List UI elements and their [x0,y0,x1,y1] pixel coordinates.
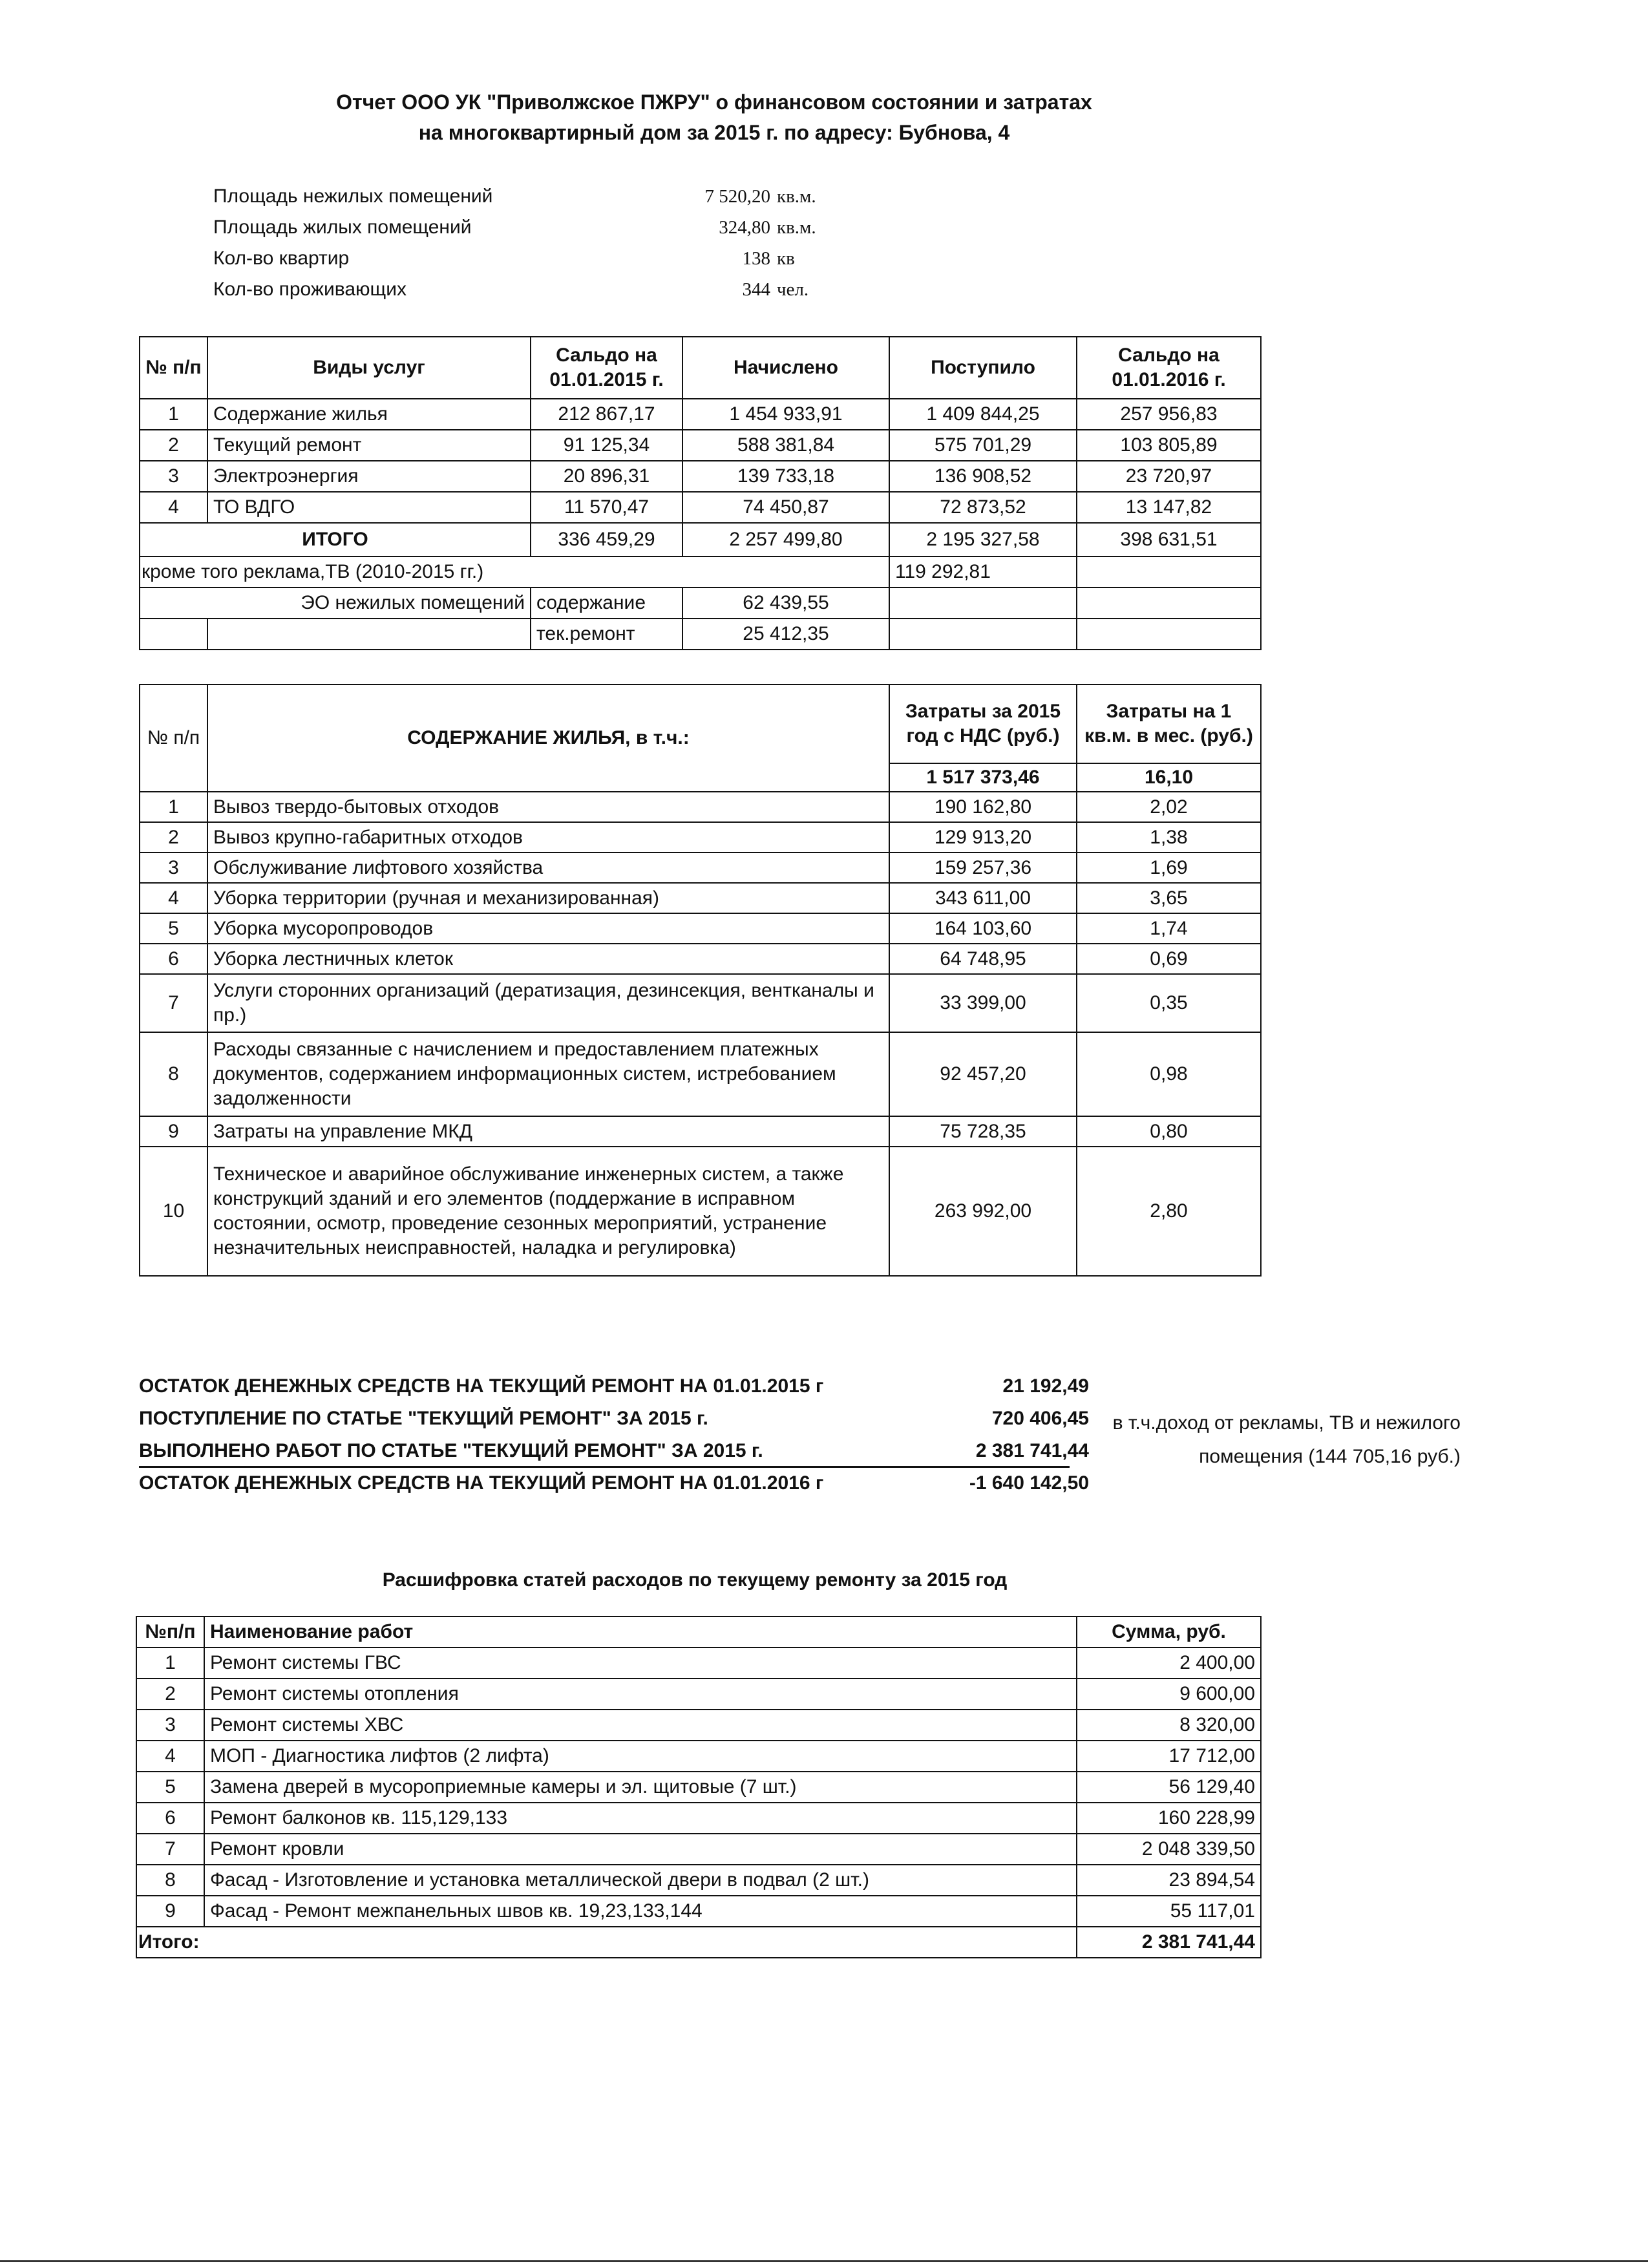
work-per-m2: 3,65 [1077,883,1261,913]
table-row [140,913,1261,944]
service-name: ТО ВДГО [207,492,531,523]
work-name: Уборка территории (ручная и механизированная) [207,883,889,913]
row-number: 7 [136,1834,204,1865]
work-per-m2: 2,80 [1077,1147,1261,1276]
work-name: Затраты на управление МКД [207,1116,889,1147]
received: 136 908,52 [889,461,1077,492]
table-row [140,944,1261,974]
table-row [140,399,1261,430]
work-cost: 343 611,00 [889,883,1077,913]
work-per-m2: 1,74 [1077,913,1261,944]
advertising-row [140,556,1261,588]
table-row [140,974,1261,1032]
info-row [213,274,816,305]
header-cell: Сальдо на 01.01.2015 г. [531,337,682,399]
summary-note-line1: в т.ч.доход от рекламы, ТВ и нежилого [1112,1412,1461,1434]
table-row [140,492,1261,523]
row-number: 3 [136,1710,204,1741]
work-per-m2: 0,98 [1077,1032,1261,1116]
work-per-m2: 0,80 [1077,1116,1261,1147]
repair-sum: 8 320,00 [1077,1710,1261,1741]
eo-maintenance-row [140,588,1261,619]
row-number: 2 [140,430,207,461]
table-row [140,792,1261,822]
eo-maintenance-value: 62 439,55 [682,588,889,619]
total-charged: 2 257 499,80 [682,523,889,556]
summary-label: ВЫПОЛНЕНО РАБОТ ПО СТАТЬЕ "ТЕКУЩИЙ РЕМОНТ" ЗА 2015 г. [139,1440,763,1461]
balance-2016: 257 956,83 [1077,399,1261,430]
row-number: 8 [140,1032,207,1116]
table-row [136,1865,1261,1896]
total-balance-2015: 336 459,29 [531,523,682,556]
table-row [140,1116,1261,1147]
service-name: Содержание жилья [207,399,531,430]
repairs-table [136,1616,1262,1958]
balance-2015: 11 570,47 [531,492,682,523]
repair-name: Фасад - Изготовление и установка металлической двери в подвал (2 шт.) [204,1865,1077,1896]
info-unit: чел. [777,279,809,300]
advertising-value: 119 292,81 [889,556,1077,588]
header-cell: № п/п [140,684,207,792]
repairs-total-label: Итого: [136,1927,1077,1958]
empty-cell [207,619,531,650]
summary-value: -1 640 142,50 [969,1472,1089,1494]
work-name: Уборка лестничных клеток [207,944,889,974]
services-header-row [140,337,1261,399]
summary-label: ОСТАТОК ДЕНЕЖНЫХ СРЕДСТВ НА ТЕКУЩИЙ РЕМОНТ НА 01.01.2015 г [139,1375,824,1397]
header-cell: СОДЕРЖАНИЕ ЖИЛЬЯ, в т.ч.: [207,684,889,792]
empty-cell [889,619,1077,650]
row-number: 8 [136,1865,204,1896]
header-cell: Виды услуг [207,337,531,399]
empty-cell [1077,619,1261,650]
row-number: 6 [136,1803,204,1834]
charged: 1 454 933,91 [682,399,889,430]
total-row [140,523,1261,556]
work-cost: 92 457,20 [889,1032,1077,1116]
header-cell: №п/п [136,1616,204,1648]
row-number: 9 [140,1116,207,1147]
balance-2016: 23 720,97 [1077,461,1261,492]
work-cost: 263 992,00 [889,1147,1077,1276]
maintenance-header-row [140,684,1261,763]
eo-repair-row [140,619,1261,650]
row-number: 4 [140,883,207,913]
table-row [140,1147,1261,1276]
report-title-line1: Отчет ООО УК "Приволжское ПЖРУ" о финансовом состоянии и затратах [336,90,1092,114]
report-title-line2: на многоквартирный дом за 2015 г. по адресу: Бубнова, 4 [418,121,1010,144]
summary-row [139,1435,1089,1467]
repair-name: Ремонт балконов кв. 115,129,133 [204,1803,1077,1834]
empty-cell [1077,588,1261,619]
empty-cell [140,619,207,650]
row-number: 3 [140,853,207,883]
info-label: Кол-во проживающих [213,279,407,300]
services-table [139,336,1262,650]
header-cell: Сумма, руб. [1077,1616,1261,1648]
table-row [140,853,1261,883]
header-cell: Поступило [889,337,1077,399]
eo-maintenance-label: содержание [531,588,682,619]
row-number: 5 [136,1772,204,1803]
table-row [136,1896,1261,1927]
repair-sum: 55 117,01 [1077,1896,1261,1927]
repair-sum: 56 129,40 [1077,1772,1261,1803]
info-label: Площадь нежилых помещений [213,185,493,207]
repair-sum: 160 228,99 [1077,1803,1261,1834]
info-label: Кол-во квартир [213,248,350,269]
work-name: Вывоз твердо-бытовых отходов [207,792,889,822]
info-row [213,181,816,212]
header-cell: Затраты на 1 кв.м. в мес. (руб.) [1077,684,1261,763]
balance-2016: 13 147,82 [1077,492,1261,523]
table-row [140,1032,1261,1116]
info-unit: кв.м. [777,185,816,207]
repair-name: МОП - Диагностика лифтов (2 лифта) [204,1741,1077,1772]
total-received: 2 195 327,58 [889,523,1077,556]
table-row [136,1803,1261,1834]
header-cell: Сальдо на 01.01.2016 г. [1077,337,1261,399]
received: 72 873,52 [889,492,1077,523]
eo-label: ЭО нежилых помещений [140,588,531,619]
header-cell: № п/п [140,337,207,399]
summary-value: 720 406,45 [991,1408,1089,1429]
charged: 588 381,84 [682,430,889,461]
balance-2015: 91 125,34 [531,430,682,461]
work-name: Обслуживание лифтового хозяйства [207,853,889,883]
info-value: 7 520,20 [704,185,770,207]
work-cost: 33 399,00 [889,974,1077,1032]
repairs-header-row [136,1616,1261,1648]
repair-sum: 17 712,00 [1077,1741,1261,1772]
advertising-label: кроме того реклама,ТВ (2010-2015 гг.) [140,556,889,588]
work-name: Расходы связанные с начислением и предоставлением платежных документов, содержанием информационных систем, истребованием задолженности [207,1032,889,1116]
header-cell: Начислено [682,337,889,399]
work-cost: 164 103,60 [889,913,1077,944]
maintenance-total-per-m2: 16,10 [1077,763,1261,792]
repairs-total-row [136,1927,1261,1958]
repair-name: Ремонт системы ГВС [204,1648,1077,1679]
table-row [140,430,1261,461]
repair-sum: 2 048 339,50 [1077,1834,1261,1865]
eo-repair-value: 25 412,35 [682,619,889,650]
work-cost: 159 257,36 [889,853,1077,883]
service-name: Текущий ремонт [207,430,531,461]
charged: 139 733,18 [682,461,889,492]
repairs-total-sum: 2 381 741,44 [1077,1927,1261,1958]
row-number: 5 [140,913,207,944]
repair-fund-summary [139,1370,1089,1500]
repairs-title: Расшифровка статей расходов по текущему ремонту за 2015 год [382,1569,1008,1591]
summary-note-line2: помещения (144 705,16 руб.) [1199,1446,1461,1467]
service-name: Электроэнергия [207,461,531,492]
row-number: 9 [136,1896,204,1927]
work-per-m2: 2,02 [1077,792,1261,822]
table-row [136,1648,1261,1679]
row-number: 1 [140,792,207,822]
row-number: 7 [140,974,207,1032]
row-number: 2 [136,1679,204,1710]
charged: 74 450,87 [682,492,889,523]
balance-2015: 212 867,17 [531,399,682,430]
summary-value: 21 192,49 [1002,1375,1089,1397]
row-number: 6 [140,944,207,974]
repair-sum: 9 600,00 [1077,1679,1261,1710]
info-label: Площадь жилых помещений [213,217,472,238]
summary-label: ПОСТУПЛЕНИЕ ПО СТАТЬЕ "ТЕКУЩИЙ РЕМОНТ" ЗА 2015 г. [139,1408,708,1429]
work-name: Вывоз крупно-габаритных отходов [207,822,889,853]
received: 1 409 844,25 [889,399,1077,430]
summary-value: 2 381 741,44 [975,1440,1089,1461]
work-cost: 75 728,35 [889,1116,1077,1147]
repair-name: Ремонт системы ХВС [204,1710,1077,1741]
summary-row [139,1403,1089,1435]
info-value: 344 [742,279,770,300]
table-row [136,1741,1261,1772]
info-unit: кв.м. [777,217,816,238]
total-label: ИТОГО [140,523,531,556]
repair-name: Ремонт системы отопления [204,1679,1077,1710]
work-name: Уборка мусоропроводов [207,913,889,944]
row-number: 1 [136,1648,204,1679]
summary-row [139,1467,1089,1500]
work-cost: 64 748,95 [889,944,1077,974]
row-number: 4 [140,492,207,523]
work-per-m2: 1,38 [1077,822,1261,853]
summary-label: ОСТАТОК ДЕНЕЖНЫХ СРЕДСТВ НА ТЕКУЩИЙ РЕМОНТ НА 01.01.2016 г [139,1472,824,1494]
work-per-m2: 1,69 [1077,853,1261,883]
empty-cell [1077,556,1261,588]
empty-cell [889,588,1077,619]
table-row [140,822,1261,853]
table-row [140,883,1261,913]
summary-divider [139,1466,1070,1468]
row-number: 1 [140,399,207,430]
table-row [140,461,1261,492]
header-cell: Затраты за 2015 год с НДС (руб.) [889,684,1077,763]
repair-name: Замена дверей в мусороприемные камеры и эл. щитовые (7 шт.) [204,1772,1077,1803]
table-row [136,1772,1261,1803]
row-number: 10 [140,1147,207,1276]
table-row [136,1710,1261,1741]
info-value: 138 [742,248,770,269]
building-info [213,181,816,305]
row-number: 3 [140,461,207,492]
repair-sum: 23 894,54 [1077,1865,1261,1896]
maintenance-total-cost: 1 517 373,46 [889,763,1077,792]
work-name: Техническое и аварийное обслуживание инженерных систем, а также конструкций зданий и его элементов (поддержание в исправном состоянии, осмотр, проведение сезонных мероприятий, устранение незначительных неисправностей, наладка и регулировка) [207,1147,889,1276]
page-bottom-edge [0,2260,1648,2262]
work-per-m2: 0,35 [1077,974,1261,1032]
info-unit: кв [777,248,795,269]
summary-row [139,1370,1089,1403]
repair-name: Фасад - Ремонт межпанельных швов кв. 19,23,133,144 [204,1896,1077,1927]
eo-repair-label: тек.ремонт [531,619,682,650]
info-value: 324,80 [719,217,770,238]
balance-2016: 103 805,89 [1077,430,1261,461]
work-name: Услуги сторонних организаций (дератизация, дезинсекция, вентканалы и пр.) [207,974,889,1032]
repair-name: Ремонт кровли [204,1834,1077,1865]
balance-2015: 20 896,31 [531,461,682,492]
table-row [136,1834,1261,1865]
row-number: 4 [136,1741,204,1772]
received: 575 701,29 [889,430,1077,461]
info-row [213,243,816,274]
repair-sum: 2 400,00 [1077,1648,1261,1679]
maintenance-table [139,684,1262,1277]
work-cost: 129 913,20 [889,822,1077,853]
header-cell: Наименование работ [204,1616,1077,1648]
row-number: 2 [140,822,207,853]
total-balance-2016: 398 631,51 [1077,523,1261,556]
info-row [213,212,816,243]
work-cost: 190 162,80 [889,792,1077,822]
table-row [136,1679,1261,1710]
work-per-m2: 0,69 [1077,944,1261,974]
